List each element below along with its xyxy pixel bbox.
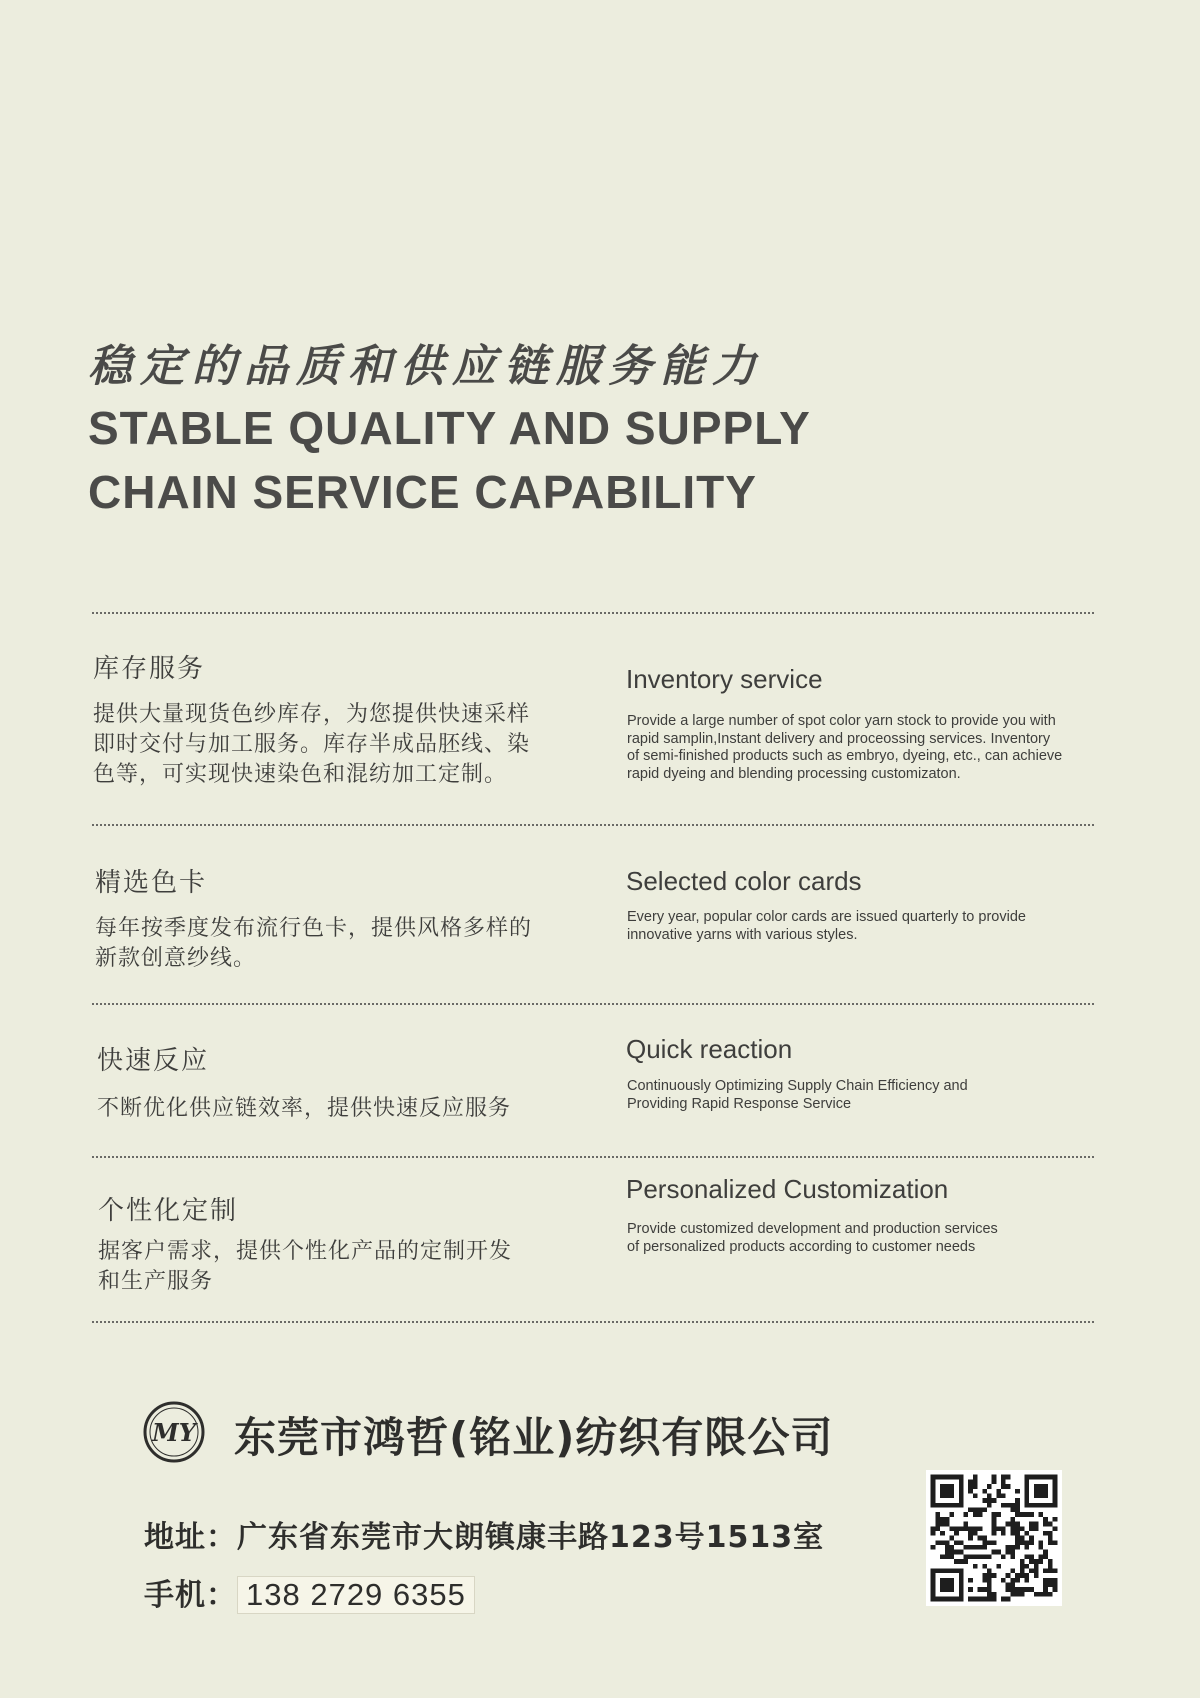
- service-customization-en-desc: [627, 1221, 1097, 1256]
- desc-line: 不断优化供应链效率，提供快速反应服务: [97, 1096, 512, 1121]
- title-english-line-1: STABLE QUALITY AND SUPPLY: [88, 402, 811, 454]
- title-english: [88, 396, 811, 524]
- desc-line: of semi-finished products such as embryo, dyeing, etc., can achieve: [627, 748, 1063, 764]
- service-quick-reaction-en-desc: [627, 1078, 1097, 1113]
- divider: [92, 1156, 1094, 1158]
- service-color-cards-en-desc: [627, 909, 1097, 944]
- divider: [92, 1321, 1094, 1323]
- service-quick-reaction-cn-desc: [97, 1094, 587, 1124]
- phone-label: 手机：: [144, 1578, 237, 1613]
- service-inventory-en-desc: [627, 713, 1097, 783]
- desc-line: rapid samplin,Instant delivery and proceossing services. Inventory: [627, 730, 1051, 747]
- address-line: [144, 1512, 824, 1556]
- service-quick-reaction-cn-title: 快速反应: [97, 1046, 210, 1076]
- desc-line: 和生产服务: [98, 1269, 214, 1294]
- company-name: 东莞市鸿哲(铭业)纺织有限公司: [234, 1413, 834, 1462]
- desc-line: of personalized products according to customer needs: [627, 1238, 976, 1255]
- desc-line: innovative yarns with various styles.: [627, 926, 858, 943]
- phone-line: [144, 1570, 475, 1614]
- address-value: 广东省东莞市大朗镇康丰路123号1513室: [237, 1520, 825, 1555]
- desc-line: Providing Rapid Response Service: [627, 1095, 852, 1112]
- service-color-cards-en-title: Selected color cards: [626, 866, 862, 896]
- service-customization-cn-title: 个性化定制: [98, 1196, 239, 1226]
- service-inventory-en-title: Inventory service: [626, 664, 823, 694]
- desc-line: 提供大量现货色纱库存，为您提供快速采样: [93, 702, 531, 727]
- phone-number: 138 2729 6355: [237, 1576, 475, 1614]
- logo-text: MY: [152, 1418, 196, 1447]
- desc-line: rapid dyeing and blending processing customizaton.: [627, 765, 961, 782]
- service-color-cards-cn-desc: [95, 914, 585, 974]
- divider: [92, 824, 1094, 826]
- desc-line: Provide a large number of spot color yarn stock to provide you with: [627, 713, 1056, 729]
- address-label: 地址：: [144, 1520, 237, 1555]
- desc-line: 色等，可实现快速染色和混纺加工定制。: [93, 762, 508, 787]
- qr-code: [926, 1470, 1062, 1606]
- desc-line: 即时交付与加工服务。库存半成品胚线、染: [93, 732, 531, 757]
- desc-line: 每年按季度发布流行色卡，提供风格多样的: [95, 916, 533, 941]
- desc-line: Every year, popular color cards are issued quarterly to provide: [627, 909, 1026, 925]
- desc-line: Provide customized development and production services: [627, 1221, 998, 1237]
- title-english-line-2: CHAIN SERVICE CAPABILITY: [88, 466, 757, 518]
- desc-line: Continuously Optimizing Supply Chain Efficiency and: [627, 1078, 968, 1094]
- company-logo: [142, 1400, 206, 1464]
- title-chinese: 稳定的品质和供应链服务能力: [88, 341, 764, 392]
- service-customization-en-title: Personalized Customization: [626, 1174, 949, 1204]
- divider: [92, 612, 1094, 614]
- desc-line: 新款创意纱线。: [95, 946, 257, 971]
- service-inventory-cn-desc: [93, 700, 583, 790]
- service-inventory-cn-title: 库存服务: [93, 654, 206, 684]
- desc-line: 据客户需求，提供个性化产品的定制开发: [98, 1239, 513, 1264]
- service-color-cards-cn-title: 精选色卡: [95, 868, 208, 898]
- divider: [92, 1003, 1094, 1005]
- service-quick-reaction-en-title: Quick reaction: [626, 1034, 793, 1064]
- service-customization-cn-desc: [98, 1237, 588, 1297]
